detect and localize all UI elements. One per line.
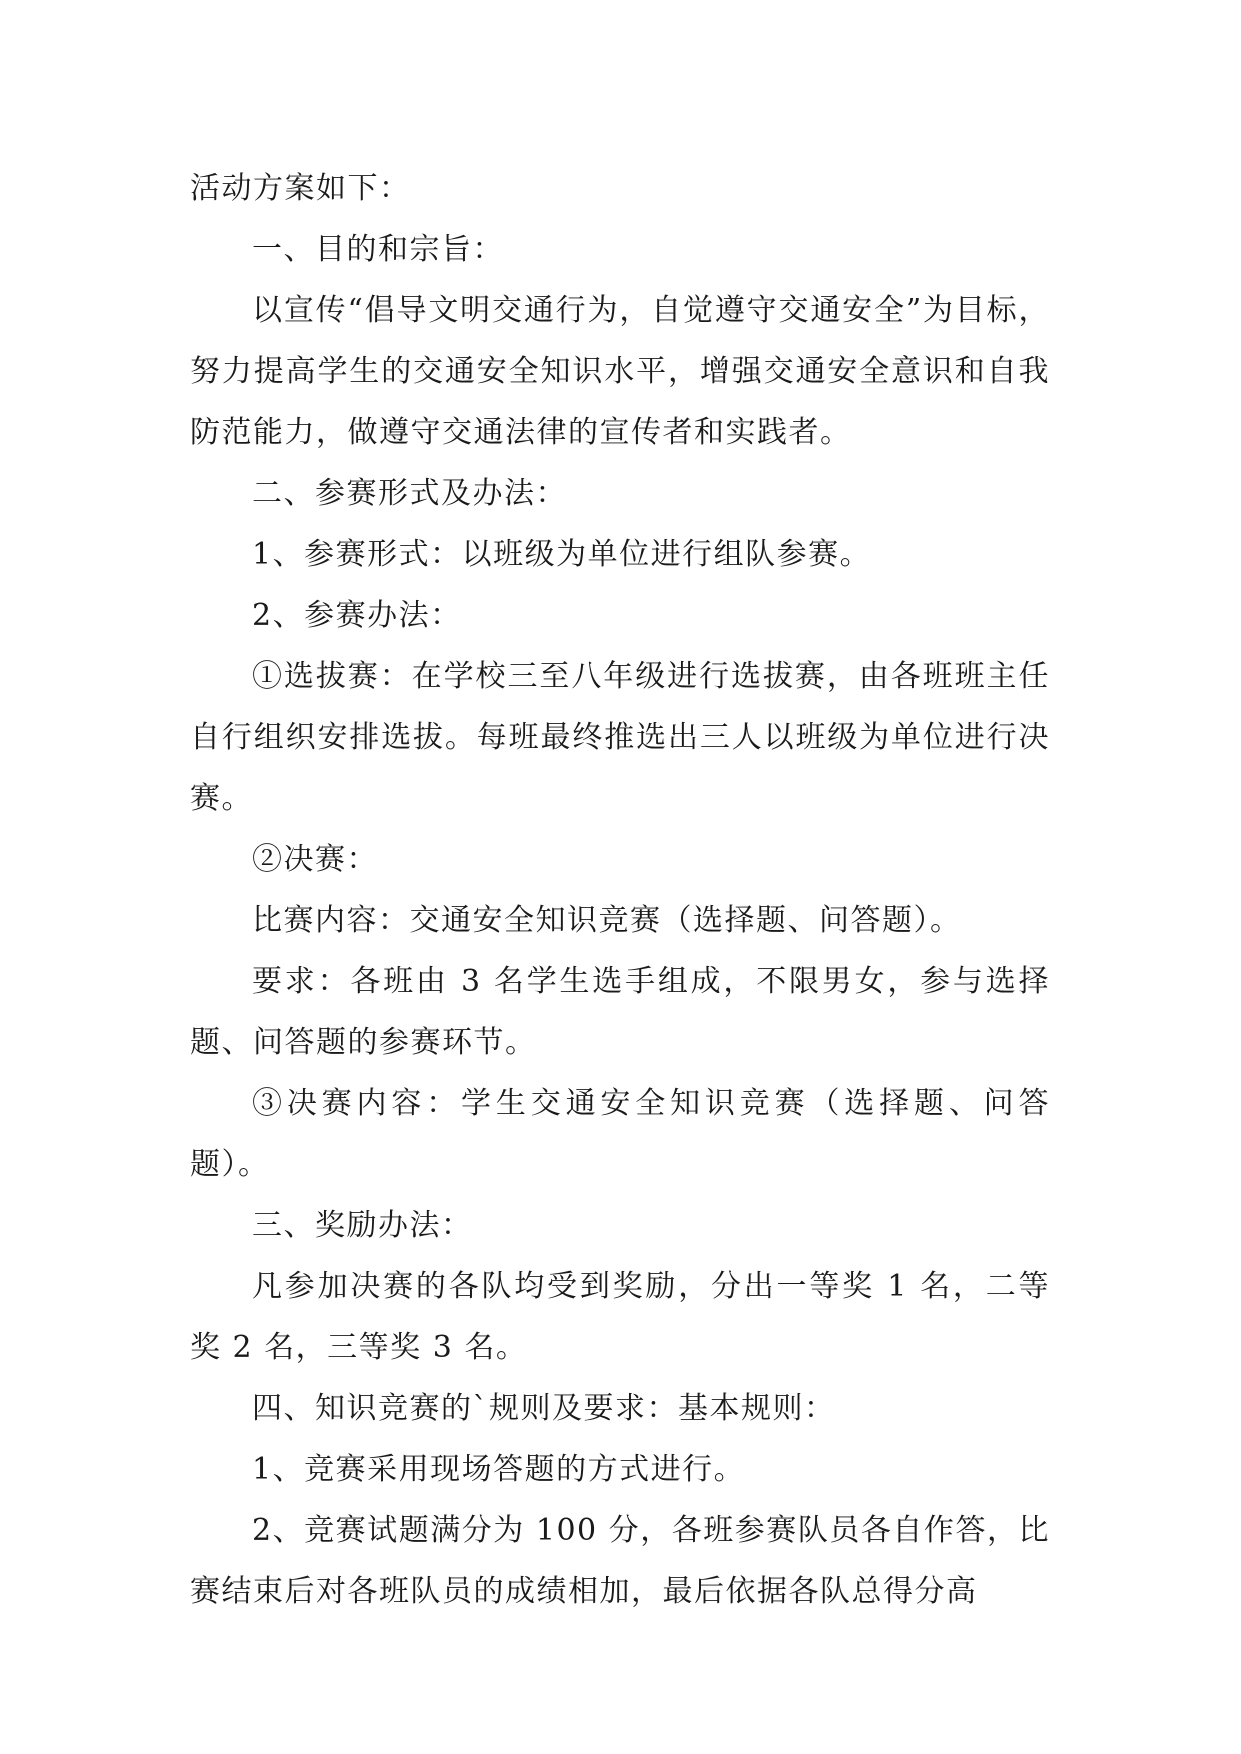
heading-rules: 四、知识竞赛的`规则及要求：基本规则： <box>252 1391 836 1426</box>
document-body <box>190 158 1050 1622</box>
paragraph-awards: 凡参加决赛的各队均受到奖励，分出一等奖 1 名，二等奖 2 名，三等奖 3 名。 <box>190 1269 1050 1365</box>
paragraph-intro: 活动方案如下： <box>190 171 411 206</box>
paragraph-purpose: 以宣传“倡导文明交通行为，自觉遵守交通安全”为目标，努力提高学生的交通安全知识水平，增强交通安全意识和自我防范能力，做遵守交通法律的宣传者和实践者。 <box>190 293 1050 450</box>
paragraph-rule-2: 2、竞赛试题满分为 100 分，各班参赛队员各自作答，比赛结束后对各班队员的成绩相加，最后依据各队总得分高 <box>190 1513 1050 1609</box>
heading-purpose: 一、目的和宗旨： <box>252 232 504 267</box>
paragraph-selection: ①选拔赛：在学校三至八年级进行选拔赛，由各班班主任自行组织安排选拔。每班最终推选出三人以班级为单位进行决赛。 <box>190 659 1050 816</box>
paragraph-rule-1: 1、竞赛采用现场答题的方式进行。 <box>252 1452 746 1487</box>
heading-awards: 三、奖励办法： <box>252 1208 473 1243</box>
paragraph-format: 1、参赛形式：以班级为单位进行组队参赛。 <box>252 537 872 572</box>
paragraph-final-content: ③决赛内容：学生交通安全知识竞赛（选择题、问答题）。 <box>190 1086 1050 1182</box>
paragraph-requirements: 要求：各班由 3 名学生选手组成，不限男女，参与选择题、问答题的参赛环节。 <box>190 964 1050 1060</box>
paragraph-content: 比赛内容：交通安全知识竞赛（选择题、问答题）。 <box>252 903 962 938</box>
heading-format: 二、参赛形式及办法： <box>252 476 567 511</box>
heading-final: ②决赛： <box>252 842 378 877</box>
heading-method: 2、参赛办法： <box>252 598 462 633</box>
